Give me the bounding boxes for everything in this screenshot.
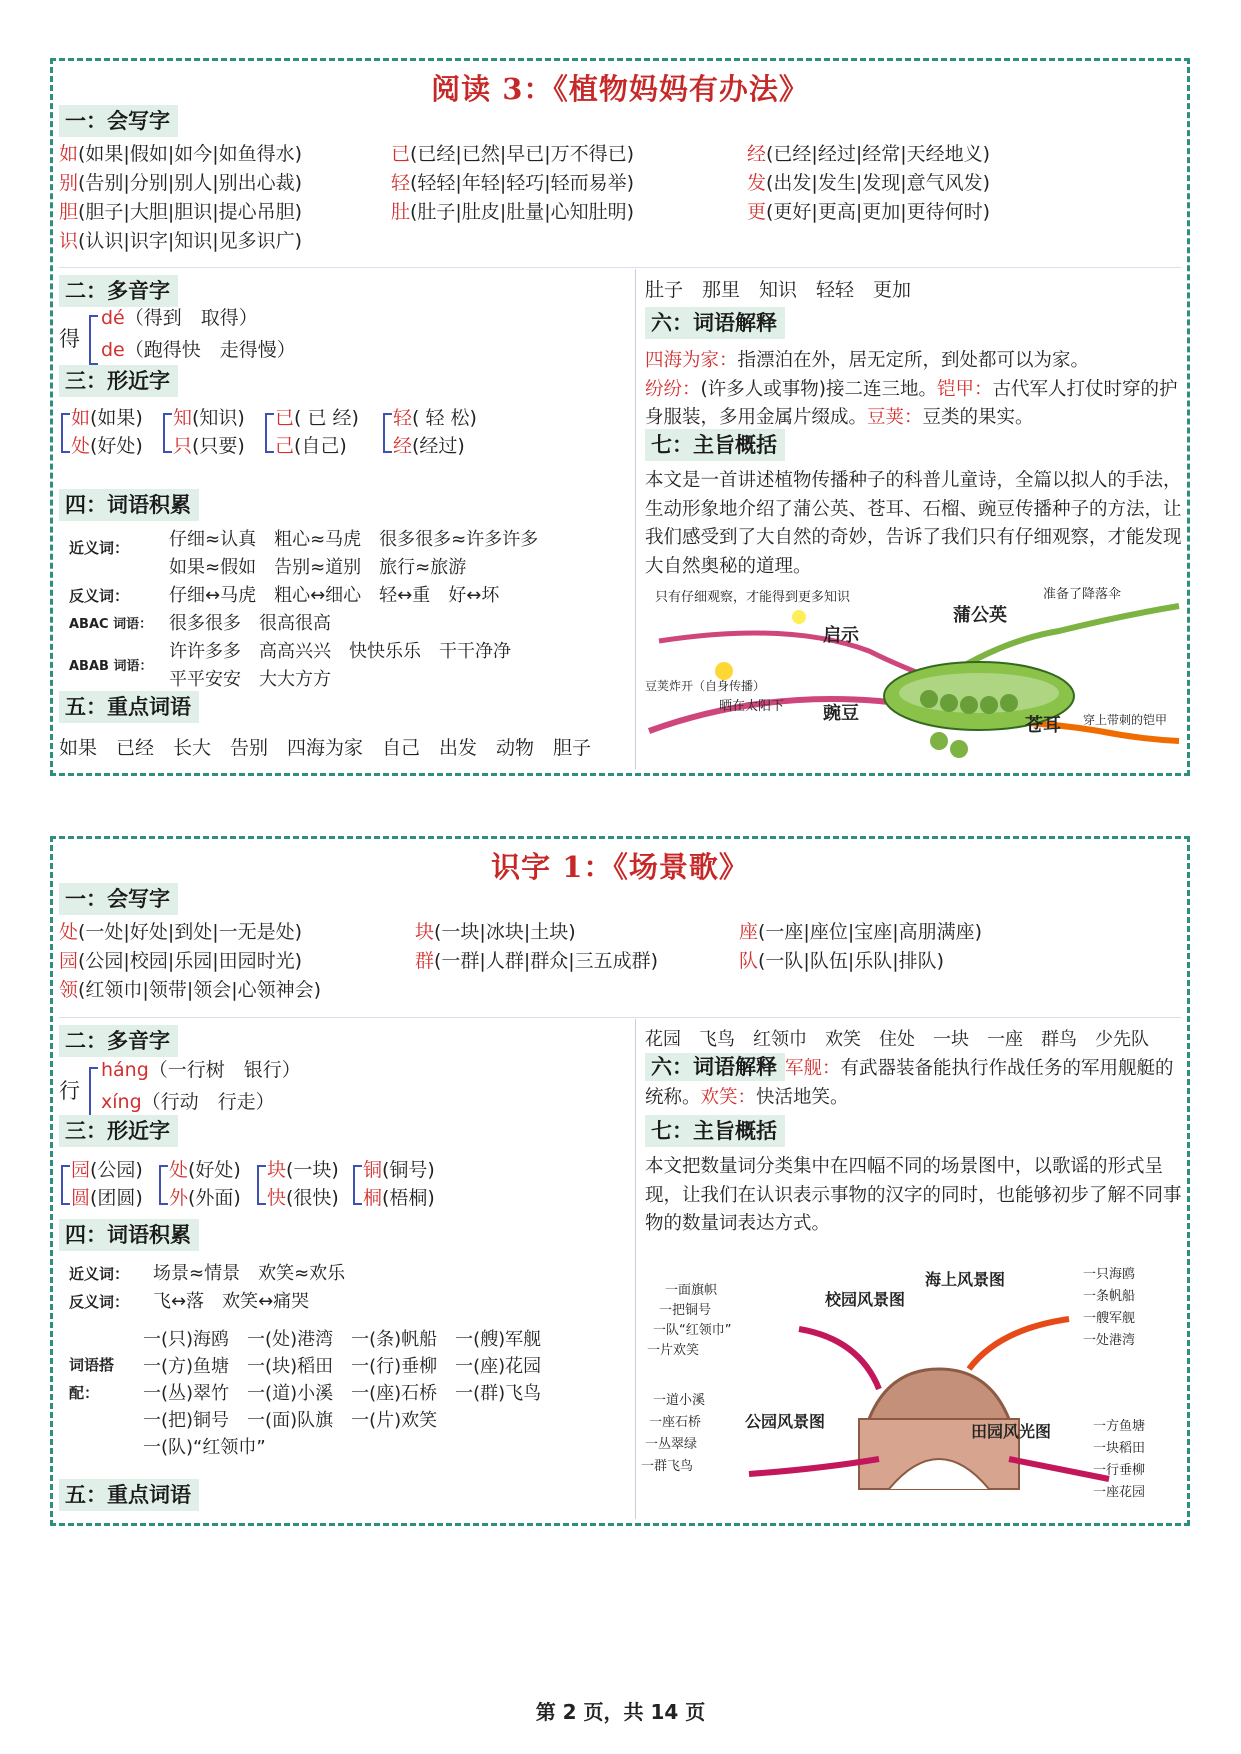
section-heading-keywords: 五：重点词语 xyxy=(59,1479,199,1511)
similar-item: 知(知识) xyxy=(173,407,245,429)
label-synonym: 近义词： xyxy=(69,1265,130,1283)
antonym-line: 飞↔落 欢笑↔痛哭 xyxy=(153,1291,310,1312)
mm-leaf: 一把铜号 xyxy=(659,1303,712,1318)
similar-bracket xyxy=(353,1165,362,1205)
mm-leaf: 一片欢笑 xyxy=(647,1343,700,1358)
write-item: 更(更好|更高|更加|更待何时) xyxy=(747,201,991,223)
write-item: 别(告别|分别|别人|别出心裁) xyxy=(59,172,303,194)
antonym-line: 仔细↔马虎 粗心↔细心 轻↔重 好↔坏 xyxy=(169,585,500,606)
collocation-line: 一(方)鱼塘 一(块)稻田 一(行)垂柳 一(座)花园 xyxy=(143,1356,542,1377)
mm-node-sun: 晒在太阳下 xyxy=(719,699,785,714)
mm-branch-campus: 校园风景图 xyxy=(825,1290,906,1309)
section-heading-summary: 七：主旨概括 xyxy=(645,1115,785,1147)
polyphone-line: dé（得到 取得） xyxy=(101,307,258,329)
similar-item: 铜(铜号) xyxy=(363,1159,435,1181)
similar-bracket xyxy=(163,413,172,453)
similar-item: 只(只要) xyxy=(173,435,245,457)
label-abab: ABAB 词语： xyxy=(69,659,153,674)
mm-node-parachute: 准备了降落伞 xyxy=(1043,587,1122,602)
similar-item: 已( 已 经) xyxy=(275,407,359,429)
section-heading-write: 一：会写字 xyxy=(59,105,178,137)
write-item: 识(认识|识字|知识|见多识广) xyxy=(59,230,303,252)
mm-leaf: 一只海鸥 xyxy=(1083,1267,1136,1282)
section-heading-similar: 三：形近字 xyxy=(59,1115,178,1147)
mm-leaf: 一行垂柳 xyxy=(1093,1463,1146,1478)
literacy-card xyxy=(50,836,1190,1526)
polyphone-line: xíng（行动 行走） xyxy=(101,1091,275,1113)
polyphone-bracket xyxy=(89,1067,98,1117)
label-collocation: 词语搭配： xyxy=(69,1356,115,1402)
section-heading-accumulate: 四：词语积累 xyxy=(59,1219,199,1251)
mm-leaf: 一块稻田 xyxy=(1093,1441,1146,1456)
column-divider xyxy=(635,1019,636,1519)
mm-node-dandelion: 蒲公英 xyxy=(953,605,1007,626)
polyphone-line: háng（一行树 银行） xyxy=(101,1059,301,1081)
divider xyxy=(59,267,1181,268)
write-item: 处(一处|好处|到处|一无是处) xyxy=(59,921,303,943)
collocation-line: 一(丛)翠竹 一(道)小溪 一(座)石桥 一(群)飞鸟 xyxy=(143,1383,542,1404)
summary-text: 本文是一首讲述植物传播种子的科普儿童诗，全篇以拟人的手法，生动形象地介绍了蒲公英、苍耳、石榴、豌豆传播种子的方法，让我们感受到了大自然的奇妙，告诉了我们只有仔细观察，才能发现大自然奥秘的道理。 xyxy=(645,470,1182,577)
collocation-line: 一(队)“红领巾” xyxy=(143,1437,266,1458)
similar-bracket xyxy=(383,413,392,453)
collocation-line: 一(把)铜号 一(面)队旗 一(片)欢笑 xyxy=(143,1410,438,1431)
label-antonym: 反义词： xyxy=(69,587,130,605)
card-title: 阅读 3：《植物妈妈有办法》 xyxy=(431,72,809,106)
section-heading-accumulate: 四：词语积累 xyxy=(59,489,199,521)
mm-leaf: 一道小溪 xyxy=(653,1393,706,1408)
similar-item: 园(公园) xyxy=(71,1159,143,1181)
abab-line: 许许多多 高高兴兴 快快乐乐 干干净净 xyxy=(169,641,511,662)
mm-leaf: 一艘军舰 xyxy=(1083,1311,1136,1326)
column-divider xyxy=(635,269,636,769)
mm-leaf: 一队“红领巾” xyxy=(653,1323,732,1338)
collocation-line: 一(只)海鸥 一(处)港湾 一(条)帆船 一(艘)军舰 xyxy=(143,1329,542,1350)
divider xyxy=(59,1017,1181,1018)
mm-leaf: 一座花园 xyxy=(1093,1485,1146,1500)
summary-text: 本文把数量词分类集中在四幅不同的场景图中，以歌谣的形式呈现，让我们在认识表示事物的汉字的同时，也能够初步了解不同事物的数量词表达方式。 xyxy=(645,1156,1182,1234)
label-synonym: 近义词： xyxy=(69,539,130,557)
card-title: 识字 1：《场景歌》 xyxy=(491,850,749,884)
section-heading-explain: 六：词语解释 xyxy=(645,1053,785,1081)
abab-line: 平平安安 大大方方 xyxy=(169,669,331,690)
mm-leaf: 一条帆船 xyxy=(1083,1289,1136,1304)
write-item: 已(已经|已然|早已|万不得已) xyxy=(391,143,635,165)
similar-item: 快(很快) xyxy=(267,1187,339,1209)
synonym-line: 场景≈情景 欢笑≈欢乐 xyxy=(153,1263,346,1284)
mm-branch-field: 田园风光图 xyxy=(971,1422,1052,1441)
label-abac: ABAC 词语： xyxy=(69,617,153,632)
mm-leaf: 一方鱼塘 xyxy=(1093,1419,1146,1434)
write-item: 块(一块|冰块|土块) xyxy=(415,921,576,943)
similar-item: 经(经过) xyxy=(393,435,465,457)
section-heading-write: 一：会写字 xyxy=(59,883,178,915)
similar-bracket xyxy=(61,1165,70,1205)
write-item: 肚(肚子|肚皮|肚量|心知肚明) xyxy=(391,201,635,223)
mm-branch-sea: 海上风景图 xyxy=(925,1270,1006,1289)
similar-item: 处(好处) xyxy=(71,435,143,457)
similar-bracket xyxy=(265,413,274,453)
mm-node-insight: 只有仔细观察，才能得到更多知识 xyxy=(655,590,851,605)
similar-item: 轻( 轻 松) xyxy=(393,407,477,429)
similar-item: 桐(梧桐) xyxy=(363,1187,435,1209)
mm-leaf: 一座石桥 xyxy=(649,1415,702,1430)
mm-leaf: 一面旗帜 xyxy=(665,1283,718,1298)
write-item: 轻(轻轻|年轻|轻巧|轻而易举) xyxy=(391,172,635,194)
mm-node-revelation: 启示 xyxy=(823,625,859,646)
mm-node-pea: 豌豆 xyxy=(823,703,859,724)
similar-item: 如(如果) xyxy=(71,407,143,429)
write-item: 队(一队|队伍|乐队|排队) xyxy=(739,950,945,972)
mm-branch-park: 公园风景图 xyxy=(745,1412,826,1431)
explanations: 四海为家：指漂泊在外，居无定所，到处都可以为家。 纷纷：(许多人或事物)接二连三地。铠甲：古代军人打仗时穿的护身服装，多用金属片缀成。豆荚：豆类的果实。 xyxy=(645,350,1178,428)
synonym-line: 仔细≈认真 粗心≈马虎 很多很多≈许多许多 xyxy=(169,529,539,550)
explanations: 六：词语解释 军舰：有武器装备能执行作战任务的军用舰艇的统称。欢笑：快活地笑。 xyxy=(645,1055,1174,1108)
similar-item: 处(好处) xyxy=(169,1159,241,1181)
mm-node-pod: 豆荚炸开（自身传播） xyxy=(645,679,766,693)
mm-leaf: 一群飞鸟 xyxy=(641,1459,694,1474)
write-item: 园(公园|校园|乐园|田园时光) xyxy=(59,950,303,972)
polyphone-bracket xyxy=(89,315,98,365)
write-item: 经(已经|经过|经常|天经地义) xyxy=(747,143,991,165)
write-item: 胆(胆子|大胆|胆识|提心吊胆) xyxy=(59,201,303,223)
keywords-line-2: 肚子 那里 知识 轻轻 更加 xyxy=(645,279,912,301)
similar-bracket xyxy=(159,1165,168,1205)
section-heading-polyphone: 二：多音字 xyxy=(59,1025,178,1057)
similar-item: 圆(团圆) xyxy=(71,1187,143,1209)
keywords-line: 如果 已经 长大 告别 四海为家 自己 出发 动物 胆子 xyxy=(59,737,592,759)
page-number: 第 2 页，共 14 页 xyxy=(535,1700,706,1724)
polyphone-char: 行 xyxy=(59,1079,80,1103)
write-item: 群(一群|人群|群众|三五成群) xyxy=(415,950,659,972)
polyphone-line: de（跑得快 走得慢） xyxy=(101,339,296,361)
write-item: 领(红领巾|领带|领会|心领神会) xyxy=(59,979,322,1001)
mm-node-cocklebur: 苍耳 xyxy=(1025,715,1061,736)
abac-line: 很多很多 很高很高 xyxy=(169,613,331,634)
section-heading-keywords: 五：重点词语 xyxy=(59,691,199,723)
similar-item: 己(自己) xyxy=(275,435,347,457)
mm-leaf: 一丛翠绿 xyxy=(645,1437,698,1452)
mm-node-armor: 穿上带刺的铠甲 xyxy=(1083,713,1168,727)
section-heading-polyphone: 二：多音字 xyxy=(59,275,178,307)
reading-card xyxy=(50,58,1190,776)
polyphone-char: 得 xyxy=(59,327,80,351)
mm-leaf: 一处港湾 xyxy=(1083,1333,1136,1348)
write-item: 发(出发|发生|发现|意气风发) xyxy=(747,172,991,194)
section-heading-summary: 七：主旨概括 xyxy=(645,429,785,461)
similar-bracket xyxy=(61,413,70,453)
similar-item: 外(外面) xyxy=(169,1187,241,1209)
label-antonym: 反义词： xyxy=(69,1293,130,1311)
section-heading-explain: 六：词语解释 xyxy=(645,307,785,339)
write-item: 如(如果|假如|如今|如鱼得水) xyxy=(59,143,303,165)
write-item: 座(一座|座位|宝座|高朋满座) xyxy=(739,921,983,943)
synonym-line: 如果≈假如 告别≈道别 旅行≈旅游 xyxy=(169,557,467,578)
section-heading-similar: 三：形近字 xyxy=(59,365,178,397)
keywords-line: 花园 飞鸟 红领巾 欢笑 住处 一块 一座 群鸟 少先队 xyxy=(645,1029,1149,1050)
similar-item: 块(一块) xyxy=(267,1159,339,1181)
similar-bracket xyxy=(257,1165,266,1205)
